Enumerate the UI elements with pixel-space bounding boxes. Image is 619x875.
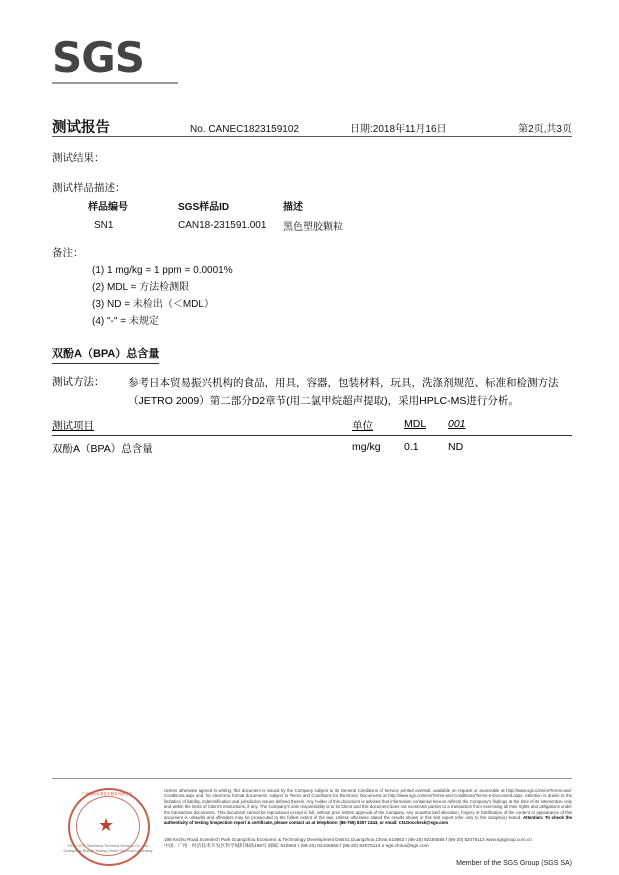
table-row bbox=[52, 436, 572, 456]
col-mdl: MDL bbox=[404, 418, 427, 430]
header-divider bbox=[52, 136, 572, 137]
report-date: 日期:2018年11月16日 bbox=[350, 124, 447, 135]
seal-caption-line: Guangzhou Branch Testing Center Chemical Laboratory bbox=[63, 849, 153, 853]
logo-divider bbox=[52, 82, 178, 84]
report-number: No. CANEC1823159102 bbox=[190, 124, 299, 135]
seal-arc-text: 广州通标标准技术服务有限公司 bbox=[81, 792, 133, 796]
footer-divider bbox=[52, 778, 572, 779]
sgs-logo bbox=[52, 33, 182, 84]
cell-test-item: 双酚A（BPA）总含量 bbox=[52, 443, 153, 455]
address-en: 198 Kezhu Road,Scientech Park Guangzhou Economic & Technology Development District,Guangzhou,China 510663 t (86-20) 82155555 f (86-20) 82075113 www.sgsgroup.com.cn bbox=[164, 837, 532, 842]
remark-item: (1) 1 mg/kg = 1 ppm = 0.0001% bbox=[92, 265, 233, 276]
cell-unit: mg/kg bbox=[352, 441, 381, 453]
col-test-item: 测试项目 bbox=[52, 420, 94, 432]
cell-sample-no: SN1 bbox=[94, 220, 114, 231]
col-description: 描述 bbox=[283, 202, 303, 213]
page-indicator: 第2页,共3页 bbox=[518, 124, 572, 135]
cell-result-001: ND bbox=[448, 441, 464, 453]
report-header-row bbox=[52, 116, 572, 137]
remarks-list bbox=[92, 262, 233, 330]
address-cn: 中国 · 广州 · 经济技术开发区科学城科珠路198号 邮编: 510663 t (86-20) 82155555 f (86-20) 82075113 e sgs.china@sgs.com bbox=[164, 844, 429, 850]
col-unit: 单位 bbox=[352, 420, 373, 432]
footer-legal-text bbox=[164, 788, 572, 826]
results-label: 测试结果： bbox=[52, 152, 105, 164]
remark-item: (4) "-" = 未规定 bbox=[92, 316, 159, 327]
company-seal-stamp bbox=[60, 786, 156, 864]
footer-member-line: Member of the SGS Group (SGS SA) bbox=[456, 860, 572, 867]
sgs-logo-text: SGS bbox=[52, 33, 144, 82]
legal-attention: Attention: To check the authenticity of testing /inspection report & certificate, please contact us at telephone: (86-755) 8307 1443, or email: CN.Doccheck@sgs.com bbox=[164, 815, 572, 826]
cell-mdl: 0.1 bbox=[404, 441, 419, 453]
page-title: 测试报告 bbox=[52, 120, 110, 136]
col-sample-no: 样品编号 bbox=[88, 202, 128, 213]
method-label: 测试方法： bbox=[52, 376, 105, 388]
seal-caption-line: SGS-CSTC Standards Technical Services Co., Ltd. bbox=[67, 844, 149, 848]
section-heading-bpa: 双酚A（BPA）总含量 bbox=[52, 345, 159, 364]
sample-table bbox=[88, 198, 443, 233]
cell-sgs-id: CAN18-231591.001 bbox=[178, 220, 267, 231]
sample-description-label: 测试样品描述： bbox=[52, 182, 126, 194]
table-header-row bbox=[88, 198, 443, 217]
cell-description: 黑色塑胶颗粒 bbox=[283, 222, 343, 233]
result-table-header bbox=[52, 418, 572, 436]
remark-item: (2) MDL = 方法检测限 bbox=[92, 282, 190, 293]
seal-caption bbox=[60, 844, 156, 854]
remarks-label: 备注： bbox=[52, 247, 84, 259]
footer-address bbox=[164, 836, 572, 851]
col-sgs-id: SGS样品ID bbox=[178, 202, 230, 213]
legal-body: Unless otherwise agreed in writing, this document is issued by the Company subject to its General Conditions of Service printed overleaf, available on request or accessible at http://www.sgs.com/en/Terms-and-Conditions.aspx and, for electronic format documents, subject to Terms and Conditions for Electronic Documents at http://www.sgs.com/en/Terms-and-Conditions/Terms-e-Document.aspx. Attention is drawn to the limitation of liability, indemnification and jurisdiction issues defined therein. Any holder of this document is advised that information contained hereon reflects the Company's findings at the time of its intervention only and within the limits of Client's instructions, if any. The Company's sole responsibility is to its Client and this document does not exonerate parties to a transaction from exercising all their rights and obligations under the transaction documents. This document cannot be reproduced except in full, without prior written approval of the Company. Any unauthorized alteration, forgery or falsification of the content or appearance of this document is unlawful and offenders may be prosecuted to the fullest extent of the law. Unless otherwise stated the results shown in this test report refer only to the sample(s) tested. bbox=[164, 788, 572, 821]
remark-item: (3) ND = 未检出（＜MDL） bbox=[92, 299, 214, 310]
table-row bbox=[88, 217, 443, 233]
col-sample-001: 001 bbox=[448, 418, 466, 430]
star-icon: ★ bbox=[98, 815, 115, 835]
method-text: 参考日本贸易振兴机构的食品，用具，容器，包装材料，玩具，洗涤剂规范、标准和检测方法（JETRO 2009）第二部分D2章节(用二氯甲烷超声提取)，采用HPLC-MS进行分析。 bbox=[128, 377, 559, 407]
result-table bbox=[52, 418, 572, 456]
